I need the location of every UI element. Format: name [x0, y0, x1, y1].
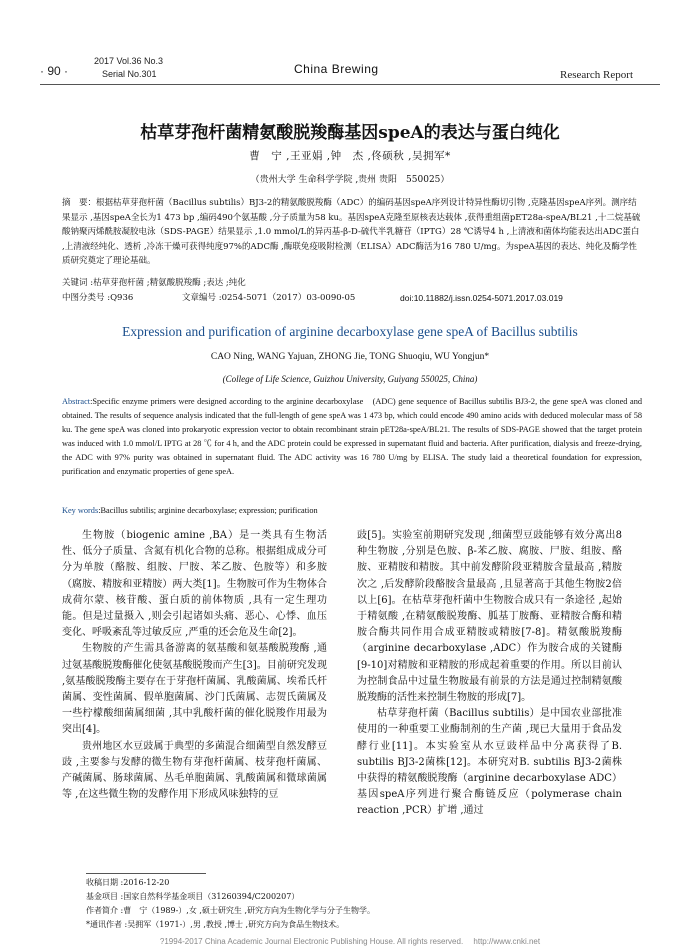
body-paragraph: 贵州地区水豆豉属于典型的多菌混合细菌型自然发酵豆豉 ,主要参与发酵的微生物有芽孢杆菌属、枝芽孢杆菌属、产碱菌属、肠球菌属、丛毛单胞菌属、乳酸菌属和微球菌属等 ,在这些微生物的发酵作用下形成风味独特的豆 [62, 740, 327, 801]
journal-name: China Brewing [294, 62, 379, 76]
keywords-en-label: Key words [62, 506, 99, 515]
copyright-banner: ?1994-2017 China Academic Journal Electronic Publishing House. All rights reserved. http://www.cnki.net [159, 937, 541, 946]
abstract-en-label: Abstract [62, 397, 91, 406]
abstract-en [62, 395, 642, 479]
abstract-zh-text: ：根据枯草芽孢杆菌（Bacillus subtilis）BJ3-2的精氨酸脱羧酶（ADC）的编码基因speA序列设计特异性酶切引物 ,克隆基因speA序列。测序结果显示 ,基因speA全长为1 473 bp ,编码490个氨基酸 ,分子质量为58 ku。基因speA克隆至原核表达载体 ,获得重组菌pET28a-speA/BL21 ,十二烷基硫酸钠聚丙烯酰胺凝胶电泳（SDS-PAGE）结果显示 ,1.0 mmol/L的异丙基-β-D-硫代半乳糖苷（IPTG）28 ℃诱导4 h ,上清液和菌体均能表达出ADC蛋白 ,上清液经纯化、透析 ,冷冻干燥可获得纯度97%的ADC酶 ,酶联免疫吸附检测（ELISA）ADC酶活为16 780 U/mg。为speA基因的表达、纯化及酶学性质研究奠定了理论基础。 [62, 198, 641, 266]
paper-title-en: Expression and purification of arginine decarboxylase gene speA of Bacillus subtilis [122, 324, 578, 339]
keywords-en [62, 504, 642, 518]
footnote-author-bio: 作者简介 :曹 宁（1989-）,女 ,硕士研究生 ,研究方向为生物化学与分子生物学。 [86, 906, 376, 915]
doi[interactable]: doi:10.11882/j.issn.0254-5071.2017.03.019 [400, 293, 563, 303]
paper-title-zh: 枯草芽孢杆菌精氨酸脱羧酶基因speA的表达与蛋白纯化 [140, 123, 560, 143]
page-number: · 90 · [40, 64, 69, 78]
body-column-right [357, 528, 622, 820]
authors-en: CAO Ning, WANG Yajuan, ZHONG Jie, TONG Shuoqiu, WU Yongjun* [210, 352, 490, 362]
article-number: 文章编号 :0254-5071（2017）03-0090-05 [182, 293, 356, 303]
journal-volume: 2017 Vol.36 No.3 [94, 56, 164, 66]
clc-number: 中图分类号 :Q936 [62, 293, 134, 303]
footnote-rule [86, 873, 206, 874]
abstract-zh-label: 摘 要 [62, 198, 88, 208]
affiliation-zh: （贵州大学 生命科学学院 ,贵州 贵阳 550025） [250, 175, 450, 185]
authors-zh: 曹 宁 ,王亚娟 ,钟 杰 ,佟硕秋 ,吴拥军* [249, 150, 451, 162]
header-rule [40, 84, 660, 85]
section-label: Research Report [560, 69, 633, 81]
body-paragraph: 生物胺的产生需具备游离的氨基酸和氨基酸脱羧酶 ,通过氨基酸脱羧酶催化使氨基酸脱羧而产生[3]。目前研究发现 ,氨基酸脱羧酶主要存在于芽孢杆菌属、乳酸菌属、埃希氏杆菌属、变性菌属、假单胞菌属、沙门氏菌属、志贺氏菌属及一些柠檬酸细菌属细菌 ,其中乳酸杆菌的催化脱羧作用最为突出[4]。 [62, 643, 327, 736]
affiliation-en: (College of Life Science, Guizhou University, Guiyang 550025, China) [222, 374, 478, 384]
journal-serial: Serial No.301 [102, 69, 157, 79]
body-paragraph: 生物胺（biogenic amine ,BA）是一类具有生物活性、低分子质量、含氮有机化合物的总称。根据组成成分可分为单胺（酪胺、组胺、尸胺、苯乙胺、色胺等）和多胺（腐胺、精胺和亚精胺）两大类[1]。生物胺可作为生物体合成荷尔蒙、核苷酸、蛋白质的前体物质 ,具有一定生理功能。但是过量摄入 ,则会引起诸如头痛、恶心、心悸、血压变化、呼吸紊乱等过敏反应 ,严重的还会危及生命[2]。 [62, 530, 327, 639]
body-paragraph: 枯草芽孢杆菌（Bacillus subtilis）是中国农业部批准使用的一种重要工业酶制剂的生产菌 ,现已大量用于食品发酵行业[11]。本实验室从水豆豉样品中分离获得了B. subtilis BJ3-2菌株[12]。本研究对B. subtilis BJ3-2菌株中获得的精氨酸脱羧酶（arginine decarboxylase ADC）基因speA序列进行聚合酶链反应（polymerase chain reaction ,PCR）扩增 ,通过 [357, 708, 622, 817]
abstract-en-text: :Specific enzyme primers were designed according to the arginine decarboxylase (ADC) gene sequence of Bacillus subtilis BJ3-2, the gene speA was cloned and obtained. The results of sequence analysis indicated that the full-length of gene speA was 1 473 bp, which could encode 490 amino acids with deduced molecular mass of 58 ku. The gene speA was cloned into prokaryotic expression vector to obtain recombinant strain pET28a-speA/BL21. The results of SDS-PAGE showed that the target protein was induced with 1.0 mmol/L IPTG at 28 ℃ for 4 h, and the ADC protein could be expressed in supernatant fluid and bacteria. After purification, dialysis and freeze-drying, the ADC with 97% purity was obtained in supernatant fluid. The ADC activity was 16 780 U/mg by ELISA. The study laid a theoretical foundation for expression, purification and enzymatic properties of gene speA. [62, 397, 642, 476]
footnote-fund: 基金项目 :国家自然科学基金项目（31260394/C200207） [86, 892, 300, 901]
keywords-en-text: :Bacillus subtilis; arginine decarboxylase; expression; purification [98, 506, 318, 515]
abstract-zh [62, 196, 642, 269]
body-column-left [62, 528, 327, 803]
footnote-corresponding: *通讯作者 :吴拥军（1971-）,男 ,教授 ,博士 ,研究方向为食品生物技术。 [86, 920, 345, 929]
keywords-zh: 关键词 :枯草芽孢杆菌 ;精氨酸脱羧酶 ;表达 ;纯化 [62, 278, 246, 288]
body-paragraph: 豉[5]。实验室前期研究发现 ,细菌型豆豉能够有效分离出8种生物胺 ,分别是色胺、β-苯乙胺、腐胺、尸胺、组胺、酪胺、亚精胺和精胺。其中前发酵阶段亚精胺含量最高 ,精胺次之 ,后发酵阶段酪胺含量最高 ,且显著高于其他生物胺2倍以上[6]。在枯草芽孢杆菌中生物胺合成只有一条途径 ,起始于精氨酸 ,在精氨酸脱羧酶、胍基丁胺酶、亚精胺合酶和精胺合酶共同作用合成亚精胺或精胺[7-8]。精氨酸脱羧酶（arginine decarboxylase ,ADC）作为胺合成的关键酶[9-10]对精胺和亚精胺的形成起着重要的作用。所以目前认为控制食品中过量生物胺最有前景的方法是通过控制精氨酸脱羧酶的活性来控制生物胺的形成[7]。 [357, 530, 622, 704]
footnote-received: 收稿日期 :2016-12-20 [86, 878, 170, 887]
